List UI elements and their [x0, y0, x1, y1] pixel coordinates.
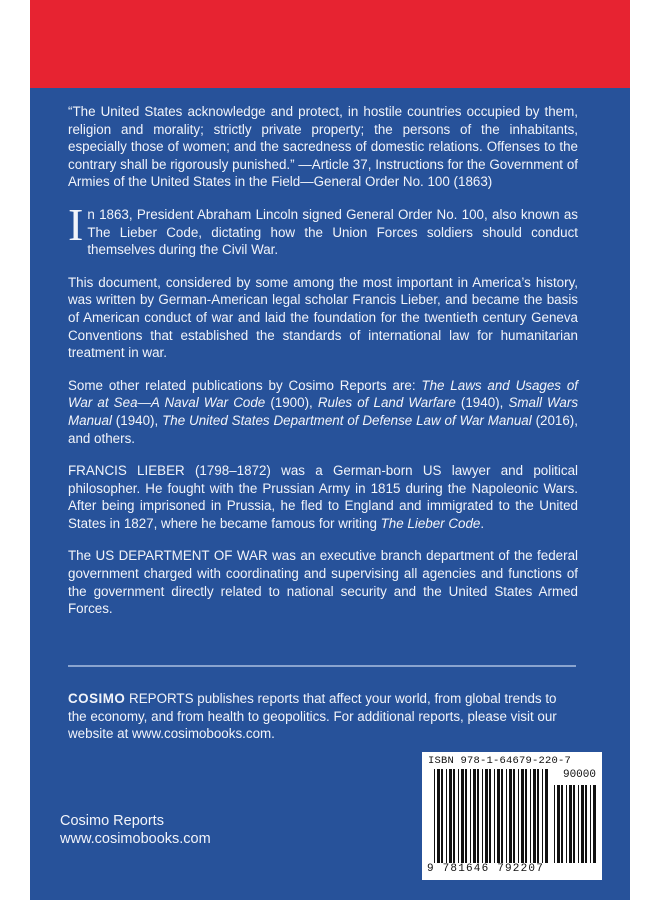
related-year: (2016), and others.	[68, 412, 578, 446]
barcode-bars	[434, 769, 548, 863]
barcode-bar	[533, 769, 536, 863]
barcode-bar	[494, 769, 495, 863]
barcode-bar	[545, 769, 548, 863]
barcode-bar	[525, 769, 527, 863]
barcode-bar	[561, 785, 563, 863]
barcode-bar	[521, 769, 524, 863]
barcode-bar	[509, 769, 512, 863]
barcode-bar	[590, 785, 591, 863]
intro-text: n 1863, President Abraham Lincoln signed General Order No. 100, also known as The Lieber Code, dictating how the Union Forces soldiers should conduct themselves during the Civil War.	[87, 206, 578, 258]
barcode-bar	[581, 785, 584, 863]
back-cover	[30, 0, 630, 900]
barcode-bar	[530, 769, 531, 863]
publisher-text: publishes reports that affect your world, from global trends to the economy, and from health to geopolitics. For additional reports, please visit our website at www.cosimobooks.com.	[68, 691, 557, 742]
barcode-bar	[485, 769, 488, 863]
barcode-bar	[441, 769, 443, 863]
barcode-bar	[458, 769, 459, 863]
imprint	[60, 812, 211, 848]
back-cover-copy	[68, 103, 578, 618]
top-red-band	[30, 0, 630, 88]
isbn-barcode	[422, 752, 602, 880]
barcode-bar	[513, 769, 515, 863]
barcode-bar	[449, 769, 452, 863]
ean-digits: 9 781646 792207	[427, 863, 545, 875]
related-title: Rules of Land Warfare	[317, 395, 456, 411]
barcode-bar	[542, 769, 543, 863]
barcode-bar	[473, 769, 476, 863]
barcode-bar	[465, 769, 467, 863]
related-intro: Some other related publications by Cosimo Reports are:	[68, 377, 422, 393]
isbn-number: ISBN 978-1-64679-220-7	[428, 755, 572, 767]
author-bio-text: FRANCIS LIEBER (1798–1872) was a German-born US lawyer and political philosopher. He fought with the Prussian Army in 1815 during the Napoleonic Wars. After being imprisoned in Prussia, he fled to England and immigrated to the United States in 1827, where he became famous for writing	[68, 463, 578, 531]
price-code: 90000	[562, 769, 596, 781]
department-paragraph: The US DEPARTMENT OF WAR was an executive branch department of the federal government charged with coordinating and supervising all agencies and functions of the government directly related to national security and the United States Armed Forces.	[68, 548, 578, 617]
barcode-bar	[557, 785, 560, 863]
barcode-bar	[537, 769, 539, 863]
opening-quote: “The United States acknowledge and protect, in hostile countries occupied by them, religion and morality; strictly private property; the persons of the inhabitants, especially those of women; and the sacredness of domestic relations. Offenses to the contrary shall be rigorously punished.” —Article 37, Instructions for the Government of Armies of the United States in the Field—General Order No. 100 (1863)	[68, 104, 578, 190]
barcode-bar	[518, 769, 519, 863]
publisher-blurb	[68, 690, 578, 743]
barcode-bar	[453, 769, 455, 863]
drop-cap-letter: I	[68, 198, 84, 250]
related-title: Small Wars Manual	[68, 395, 579, 428]
barcode-bar	[497, 769, 500, 863]
related-publications-paragraph	[68, 377, 578, 447]
barcode-bar	[506, 769, 507, 863]
barcode-bar	[434, 769, 435, 863]
imprint-name: Cosimo Reports	[60, 813, 164, 829]
barcode-bar	[489, 769, 491, 863]
barcode-bar	[482, 769, 483, 863]
barcode-bar	[593, 785, 596, 863]
barcode-bar	[437, 769, 440, 863]
barcode-bar	[470, 769, 471, 863]
related-title: The Laws and Usages of War at Sea—A Naval War Code	[68, 377, 578, 411]
section-divider	[68, 665, 576, 667]
significance-paragraph: This document, considered by some among the most important in America’s history, was written by German-American legal scholar Francis Lieber, and became the basis of American conduct of war and laid the foundation for the twentieth century Geneva Conventions that established the standards of international law for humanitarian treatment in war.	[68, 274, 578, 361]
imprint-website: www.cosimobooks.com	[60, 831, 211, 847]
barcode-bar	[554, 785, 555, 863]
barcode-bar	[573, 785, 575, 863]
barcode-bar	[477, 769, 479, 863]
related-year: (1900),	[265, 395, 318, 411]
related-year: (1940),	[455, 395, 509, 411]
publisher-brand: COSIMO	[68, 691, 126, 706]
barcode-addon-bars	[554, 785, 598, 863]
barcode-bar	[446, 769, 447, 863]
related-title: The United States Department of Defense Law of War Manual	[162, 412, 532, 428]
related-year: (1940),	[111, 412, 163, 428]
author-bio-end: .	[480, 515, 485, 531]
publisher-brand-rest: REPORTS	[125, 691, 194, 706]
intro-paragraph	[68, 198, 578, 259]
barcode-bar	[461, 769, 464, 863]
barcode-bar	[578, 785, 579, 863]
author-bio-paragraph	[68, 462, 578, 532]
barcode-bar	[585, 785, 587, 863]
author-bio-title: The Lieber Code	[380, 515, 481, 531]
barcode-bar	[569, 785, 572, 863]
barcode-bar	[501, 769, 503, 863]
barcode-bar	[566, 785, 567, 863]
